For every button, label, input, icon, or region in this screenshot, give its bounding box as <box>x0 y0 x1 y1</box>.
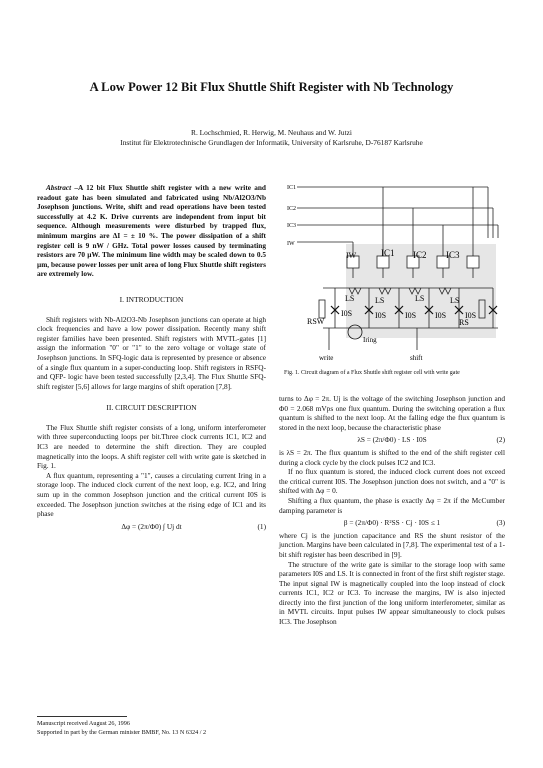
right-paragraph-1: turns to Δφ = 2π. Uj is the voltage of the switching Josephson junction and Φ0 = 2.068 mVps one flux quantum. During the switching operation a flux quantum is shifted to the next loop. At the falling edge the flux quantum is stored in the next loop, because the characteristic phase <box>279 394 505 432</box>
footnote-rule <box>37 716 127 717</box>
label-iw: IW <box>346 251 357 260</box>
introduction-paragraph: Shift registers with Nb-Al2O3-Nb Josephson junctions can operate at high clock frequencies and have a low power dissipation. Recently many shift register families have been presented. Shift registers with MVTL-gates [1] assign the information "0" or "1" to the zero voltage or voltage state of Josephson junctions. In SFQ-logic data is represented by presence or absence of a single flux quantum in a super-conducting loop. Shift registers in RSFQ- and QFP- logic have been tested successfully [2,3,4]. The Flux Shuttle SFQ-shift register [5,6] allows for large margins of shift operation [7,8]. <box>37 314 266 391</box>
label-ic3: IC3 <box>446 250 460 260</box>
label-ic1: IC1 <box>381 248 395 258</box>
equation-2-number: (2) <box>496 435 505 445</box>
circuit-diagram <box>283 178 505 366</box>
equation-3-body: β = (2π/Φ0) · R²SS · Cj · I0S ≤ 1 <box>343 518 441 528</box>
right-paragraph-3: If no flux quantum is stored, the induced clock current does not exceed the critical current I0S. The Josephson junction does not switch, and a "0" is shifted with Δφ = 0. <box>279 467 505 496</box>
right-column <box>279 394 505 627</box>
label-iw-in: IW <box>287 241 295 247</box>
label-ic3-in: IC3 <box>287 223 296 229</box>
label-rs: RS <box>459 318 469 327</box>
label-ls-3: LS <box>415 294 425 303</box>
label-iring: Iring <box>363 336 377 344</box>
section-heading-circuit: II. CIRCUIT DESCRIPTION <box>106 403 197 413</box>
label-ls-1: LS <box>345 294 355 303</box>
label-shift: shift <box>410 354 423 362</box>
abstract <box>37 183 266 279</box>
circuit-paragraph-1: The Flux Shuttle shift register consists of a long, uniform interferometer with three superconducting loops per bit.Three clock currents IC1, IC2 and IC3 are needed to determine the shift direction. They are coupled magnetically into the loops. A shift register cell with write gate is sketched in Fig. 1. <box>37 422 266 471</box>
label-ls-2: LS <box>375 296 385 305</box>
label-i0s-2: I0S <box>375 311 387 320</box>
right-paragraph-4: Shifting a flux quantum, the phase is exactly Δφ = 2π if the McCumber damping parameter is <box>279 495 505 515</box>
label-ic1-in: IC1 <box>287 185 296 191</box>
paper-title: A Low Power 12 Bit Flux Shuttle Shift Register with Nb Technology <box>89 80 454 94</box>
label-i0s-1: I0S <box>341 309 353 318</box>
circuit-paragraph-2: A flux quantum, representing a "1", causes a circulating current Iring in a storage loop. The induced clock current of the next loop, e.g. IC2, and Iring sum up in the common Josephson junction and the critical current I0S is exceeded. The Josephson junction switches at the rising edge of IC1 and its phase <box>37 470 266 519</box>
footnotes <box>37 720 266 737</box>
label-i0s-4: I0S <box>435 311 447 320</box>
equation-1 <box>37 522 266 532</box>
label-ls-4: LS <box>450 296 460 305</box>
label-ic2: IC2 <box>413 250 427 260</box>
right-paragraph-6: The structure of the write gate is similar to the storage loop with same parameters I0S and LS. It is connected in front of the first shift register stage. The input signal IW is magnetically coupled into the loop instead of clock currents IC1, IC2 or IC3. To increase the margins, IW is also injected directly into the first junction of the long uniform interferometer, similar as in MVTL circuits. Input pulses IW appear simultaneously to clock pulses IC3. The Josephson <box>279 559 505 627</box>
author-block <box>0 128 543 148</box>
equation-1-body: Δφ = (2π/Φ0) ∫ Uj dt <box>121 521 182 531</box>
section-heading-introduction: I. INTRODUCTION <box>119 294 184 304</box>
equation-3 <box>279 518 505 528</box>
equation-3-number: (3) <box>496 518 505 528</box>
right-paragraph-2: is λS = 2π. The flux quantum is shifted to the end of the shift register cell during a clock cycle by the clock pulses IC2 and IC3. <box>279 447 505 467</box>
left-column <box>37 183 266 534</box>
label-write: write <box>319 354 334 362</box>
equation-2-body: λS = (2π/Φ0) · LS · I0S <box>357 435 427 445</box>
right-paragraph-5: where Cj is the junction capacitance and RS the shunt resistor of the junction. Margins have been calculated in [7,8]. The experimental test of a 1-bit shift register has been described in [9]. <box>279 530 505 559</box>
equation-2 <box>279 435 505 445</box>
label-rsw: RSW <box>307 317 325 326</box>
abstract-label: Abstract <box>46 183 72 192</box>
authors: R. Lochschmied, R. Herwig, M. Neuhaus and W. Jutzi <box>191 128 352 137</box>
equation-1-number: (1) <box>257 521 266 531</box>
figure-caption: Fig. 1. Circuit diagram of a Flux Shuttle shift register cell with write gate <box>284 370 460 376</box>
label-i0s-3: I0S <box>405 311 417 320</box>
label-ic2-in: IC2 <box>287 206 296 212</box>
affiliation: Institut für Elektrotechnische Grundlagen der Informatik, University of Karlsruhe, D-76187 Karlsruhe <box>120 138 423 147</box>
abstract-text: –A 12 bit Flux Shuttle shift register with a new write and readout gate has been simulated and fabricated using Nb/Al2O3/Nb Josephson junctions. Write, shift and read operations have been tested successfully at 4.2 K. Drive currents are independent from input bit sequence. Although measurements were disturbed by trapped flux, minimum margins are ΔI = ± 10 %. The power dissipation of a shift register cell is 9 nW / GHz. Total power losses caused by terminating resistors are 70 µW. The minimum line width may be scaled down to 0.5 µm, because power losses per unit area of long Flux Shuttle shift registers are extremely low. <box>37 183 266 279</box>
footnote-support: Supported in part by the German minister BMBF, No. 13 N 6324 / 2 <box>37 728 207 736</box>
footnote-received: Manuscript received August 26, 1996 <box>37 720 130 727</box>
label-i0s-5: I0S <box>465 311 477 320</box>
